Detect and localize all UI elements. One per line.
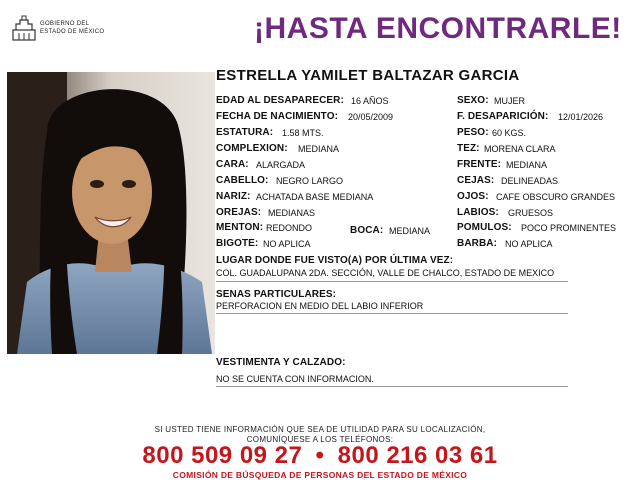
frente-label: FRENTE:	[457, 159, 502, 170]
nariz-label: NARIZ:	[216, 191, 251, 202]
marks-value: PERFORACION EN MEDIO DEL LABIO INFERIOR	[216, 301, 424, 311]
government-emblem-icon	[10, 14, 38, 44]
last-seen-value: COL. GUADALUPANA 2DA. SECCIÓN, VALLE DE CHALCO, ESTADO DE MEXICO	[216, 268, 555, 278]
edad-label: EDAD AL DESAPARECER:	[216, 95, 344, 106]
phone-number-2[interactable]: 800 216 03 61	[337, 442, 498, 469]
peso-label: PESO:	[457, 127, 489, 138]
menton-value: REDONDO	[266, 223, 313, 233]
cara-value: ALARGADA	[256, 160, 306, 170]
phone-number-1[interactable]: 800 509 09 27	[142, 442, 303, 469]
person-photo	[7, 72, 215, 354]
ojos-label: OJOS:	[457, 191, 489, 202]
boca-label: BOCA:	[350, 225, 384, 236]
barba-label: BARBA:	[457, 238, 498, 249]
peso-value: 60 KGS.	[492, 128, 527, 138]
person-name: ESTRELLA YAMILET BALTAZAR GARCIA	[216, 67, 520, 84]
labios-label: LABIOS:	[457, 207, 499, 218]
government-line-1: GOBIERNO DEL	[40, 21, 90, 27]
pomulos-label: POMULOS:	[457, 222, 512, 233]
last-seen-label: LUGAR DONDE FUE VISTO(A) POR ÚLTIMA VEZ:	[216, 255, 454, 266]
tez-label: TEZ:	[457, 143, 480, 154]
edad-value: 16 AÑOS	[351, 96, 389, 106]
barba-value: NO APLICA	[505, 239, 553, 249]
government-wordmark	[40, 21, 104, 36]
complexion-label: COMPLEXION:	[216, 143, 288, 154]
orejas-value: MEDIANAS	[268, 208, 316, 218]
fecha-nacimiento-label: FECHA DE NACIMIENTO:	[216, 111, 338, 122]
labios-value: GRUESOS	[508, 208, 554, 218]
cejas-value: DELINEADAS	[501, 176, 559, 186]
f-desaparicion-value: 12/01/2026	[558, 112, 604, 122]
orejas-label: OREJAS:	[216, 207, 262, 218]
marks-underline	[216, 313, 568, 314]
clothing-underline	[216, 386, 568, 387]
headline: ¡HASTA ENCONTRARLE!	[254, 12, 622, 45]
frente-value: MEDIANA	[506, 160, 548, 170]
pomulos-value: POCO PROMINENTES	[521, 223, 617, 233]
last-seen-underline	[216, 281, 568, 282]
estatura-value: 1.58 MTS.	[282, 128, 324, 138]
cara-label: CARA:	[216, 159, 249, 170]
marks-label: SENAS PARTICULARES:	[216, 289, 337, 300]
contact-note-line-1: SI USTED TIENE INFORMACIÓN QUE SEA DE UTILIDAD PARA SU LOCALIZACIÓN,	[154, 425, 486, 434]
contact-note-line-2: COMUNÍQUESE A LOS TELÉFONOS:	[246, 435, 394, 444]
clothing-value: NO SE CUENTA CON INFORMACION.	[216, 374, 374, 384]
fecha-nacimiento-value: 20/05/2009	[348, 112, 394, 122]
commission-name: COMISIÓN DE BÚSQUEDA DE PERSONAS DEL ESTADO DE MÉXICO	[172, 470, 468, 480]
complexion-value: MEDIANA	[298, 144, 340, 154]
sexo-label: SEXO:	[457, 95, 489, 106]
cabello-value: NEGRO LARGO	[276, 176, 344, 186]
nariz-value: ACHATADA BASE MEDIANA	[256, 192, 374, 202]
cejas-label: CEJAS:	[457, 175, 495, 186]
boca-value: MEDIANA	[389, 226, 431, 236]
bigote-value: NO APLICA	[263, 239, 311, 249]
phone-separator: •	[315, 442, 325, 469]
f-desaparicion-label: F. DESAPARICIÓN:	[457, 111, 549, 122]
sexo-value: MUJER	[494, 96, 525, 106]
ojos-value: CAFE OBSCURO GRANDES	[496, 192, 616, 202]
government-line-2: ESTADO DE MÉXICO	[40, 28, 105, 35]
clothing-label: VESTIMENTA Y CALZADO:	[216, 357, 346, 368]
menton-label: MENTON:	[216, 222, 264, 233]
tez-value: MORENA CLARA	[484, 144, 556, 154]
bigote-label: BIGOTE:	[216, 238, 259, 249]
cabello-label: CABELLO:	[216, 175, 269, 186]
estatura-label: ESTATURA:	[216, 127, 274, 138]
phone-numbers	[0, 442, 640, 470]
